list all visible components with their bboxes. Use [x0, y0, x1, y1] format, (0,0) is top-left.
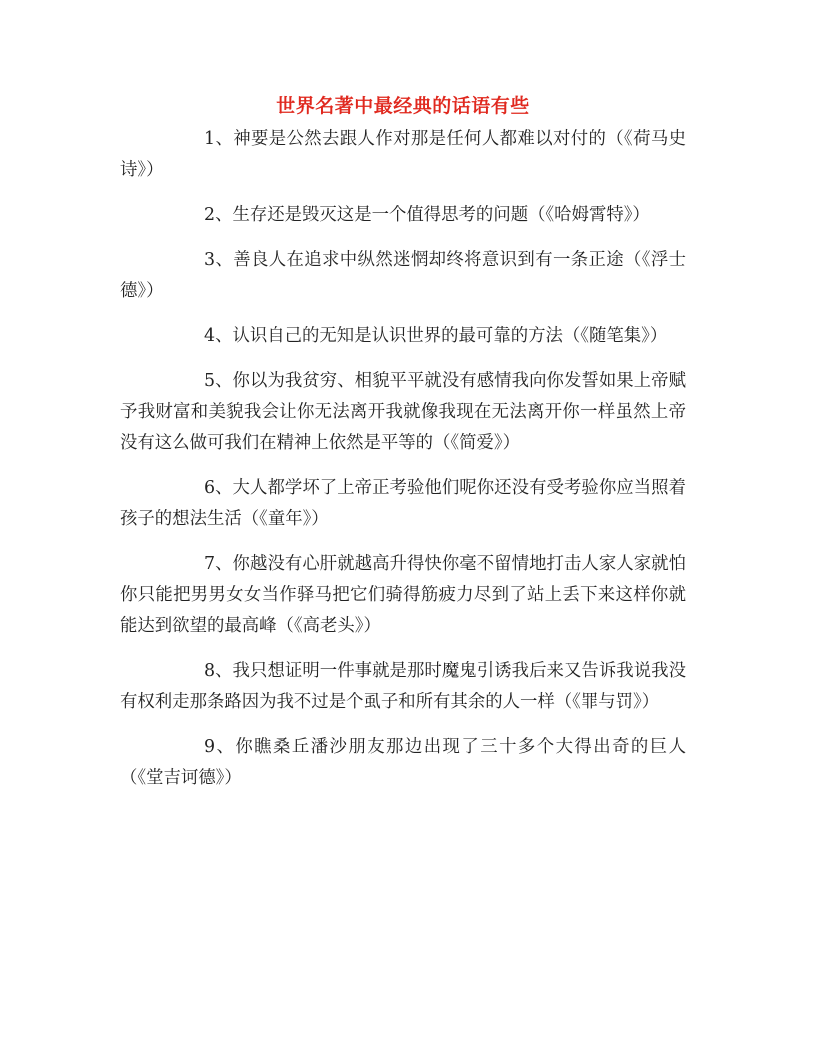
quote-paragraph-5: 5、你以为我贫穷、相貌平平就没有感情我向你发誓如果上帝赋予我财富和美貌我会让你无法离开我就像我现在无法离开你一样虽然上帝没有这么做可我们在精神上依然是平等的（《简爱》）	[120, 371, 686, 453]
quote-paragraph-8: 8、我只想证明一件事就是那时魔鬼引诱我后来又告诉我说我没有权利走那条路因为我不过是个虱子和所有其余的人一样（《罪与罚》）	[120, 661, 686, 712]
quote-paragraph-4: 4、认识自己的无知是认识世界的最可靠的方法（《随笔集》）	[204, 326, 668, 346]
quote-paragraph-3: 3、善良人在追求中纵然迷惘却终将意识到有一条正途（《浮士德》）	[120, 250, 686, 301]
document-title: 世界名著中最经典的话语有些	[276, 95, 530, 117]
quote-paragraph-6: 6、大人都学坏了上帝正考验他们呢你还没有受考验你应当照着孩子的想法生活（《童年》）	[120, 478, 686, 529]
quote-paragraph-9: 9、你瞧桑丘潘沙朋友那边出现了三十多个大得出奇的巨人（《堂吉诃德》）	[120, 737, 686, 788]
quote-paragraph-1: 1、神要是公然去跟人作对那是任何人都难以对付的（《荷马史诗》）	[120, 129, 686, 180]
quote-paragraph-2: 2、生存还是毁灭这是一个值得思考的问题（《哈姆霄特》）	[204, 205, 650, 225]
document-page	[120, 92, 686, 808]
quote-paragraph-7: 7、你越没有心肝就越高升得快你毫不留情地打击人家人家就怕你只能把男男女女当作驿马把它们骑得筋疲力尽到了站上丢下来这样你就能达到欲望的最高峰（《高老头》）	[120, 554, 686, 636]
